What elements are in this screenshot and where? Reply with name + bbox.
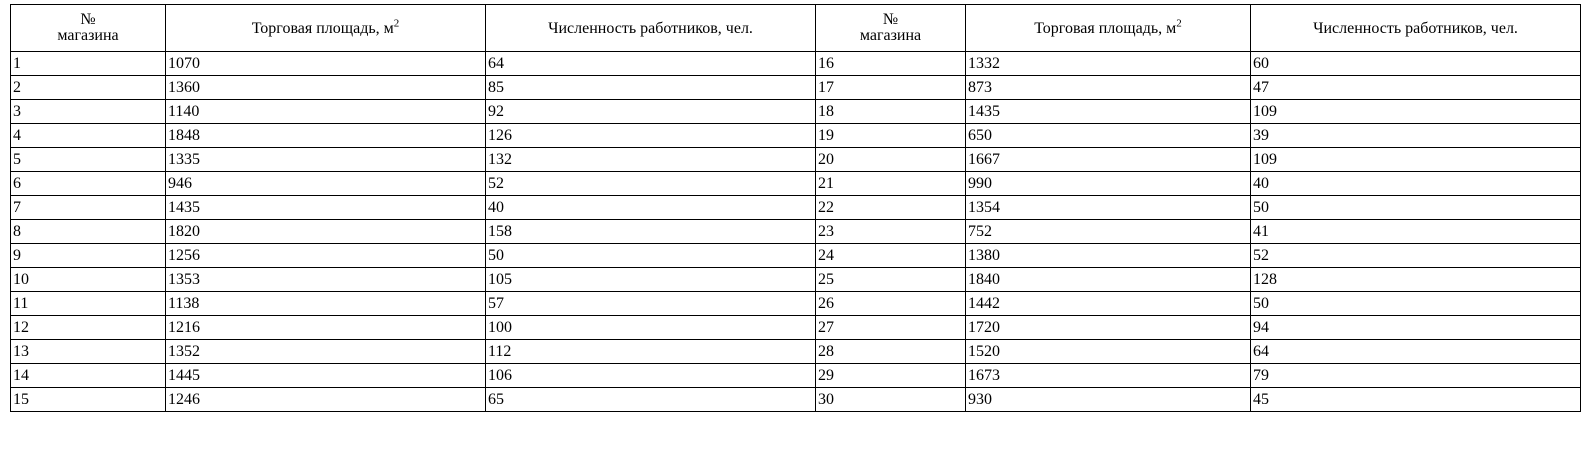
cell-employee-count-left: 106 [486, 364, 816, 388]
cell-trade-area-right: 1667 [966, 148, 1251, 172]
document-page [10, 4, 1580, 412]
cell-store-number-right: 22 [816, 196, 966, 220]
table-row [11, 388, 1581, 412]
cell-trade-area-right: 1435 [966, 100, 1251, 124]
cell-store-number-right: 16 [816, 52, 966, 76]
table-row [11, 52, 1581, 76]
cell-employee-count-right: 64 [1251, 340, 1581, 364]
cell-store-number-left: 14 [11, 364, 166, 388]
cell-trade-area-left: 1256 [166, 244, 486, 268]
cell-trade-area-left: 1335 [166, 148, 486, 172]
header-store-word: магазина [57, 27, 119, 44]
cell-store-number-left: 9 [11, 244, 166, 268]
cell-store-number-right: 20 [816, 148, 966, 172]
cell-trade-area-left: 1070 [166, 52, 486, 76]
cell-store-number-right: 30 [816, 388, 966, 412]
cell-trade-area-left: 1246 [166, 388, 486, 412]
table-body [11, 52, 1581, 412]
header-store-number-left [11, 5, 166, 52]
cell-store-number-left: 1 [11, 52, 166, 76]
cell-store-number-right: 27 [816, 316, 966, 340]
cell-trade-area-right: 1720 [966, 316, 1251, 340]
cell-store-number-left: 5 [11, 148, 166, 172]
header-number-symbol: № [80, 11, 96, 28]
table-row [11, 100, 1581, 124]
cell-trade-area-right: 650 [966, 124, 1251, 148]
cell-trade-area-right: 1380 [966, 244, 1251, 268]
cell-employee-count-left: 64 [486, 52, 816, 76]
cell-store-number-left: 11 [11, 292, 166, 316]
cell-store-number-left: 6 [11, 172, 166, 196]
cell-employee-count-right: 41 [1251, 220, 1581, 244]
cell-employee-count-right: 79 [1251, 364, 1581, 388]
cell-trade-area-left: 1140 [166, 100, 486, 124]
cell-employee-count-right: 40 [1251, 172, 1581, 196]
header-employees-label: Численность работников, чел. [548, 19, 753, 37]
table-row [11, 148, 1581, 172]
cell-store-number-right: 26 [816, 292, 966, 316]
cell-trade-area-right: 1354 [966, 196, 1251, 220]
cell-store-number-right: 24 [816, 244, 966, 268]
cell-employee-count-left: 57 [486, 292, 816, 316]
cell-employee-count-left: 92 [486, 100, 816, 124]
cell-store-number-left: 4 [11, 124, 166, 148]
cell-employee-count-right: 39 [1251, 124, 1581, 148]
header-employees-label: Численность работников, чел. [1313, 19, 1518, 37]
cell-employee-count-left: 100 [486, 316, 816, 340]
cell-trade-area-left: 1435 [166, 196, 486, 220]
cell-employee-count-left: 132 [486, 148, 816, 172]
cell-trade-area-right: 990 [966, 172, 1251, 196]
table-row [11, 244, 1581, 268]
cell-employee-count-right: 109 [1251, 100, 1581, 124]
table-row [11, 196, 1581, 220]
table-header-row [11, 5, 1581, 52]
cell-store-number-right: 21 [816, 172, 966, 196]
cell-employee-count-right: 128 [1251, 268, 1581, 292]
header-store-word: магазина [859, 27, 922, 44]
cell-employee-count-right: 50 [1251, 196, 1581, 220]
cell-store-number-right: 29 [816, 364, 966, 388]
cell-employee-count-left: 105 [486, 268, 816, 292]
header-area-superscript: 2 [393, 17, 400, 30]
cell-trade-area-right: 1520 [966, 340, 1251, 364]
cell-store-number-right: 28 [816, 340, 966, 364]
cell-employee-count-right: 109 [1251, 148, 1581, 172]
cell-employee-count-right: 52 [1251, 244, 1581, 268]
header-employees-left [486, 5, 816, 52]
cell-store-number-left: 13 [11, 340, 166, 364]
cell-employee-count-left: 50 [486, 244, 816, 268]
table-row [11, 268, 1581, 292]
table-row [11, 76, 1581, 100]
cell-employee-count-left: 52 [486, 172, 816, 196]
table-row [11, 172, 1581, 196]
cell-trade-area-right: 752 [966, 220, 1251, 244]
table-row [11, 124, 1581, 148]
cell-employee-count-left: 85 [486, 76, 816, 100]
cell-trade-area-left: 1820 [166, 220, 486, 244]
cell-trade-area-right: 1332 [966, 52, 1251, 76]
cell-store-number-left: 8 [11, 220, 166, 244]
header-employees-right [1251, 5, 1581, 52]
header-area-label: Торговая площадь, м [251, 19, 394, 37]
cell-trade-area-right: 1442 [966, 292, 1251, 316]
cell-trade-area-left: 1353 [166, 268, 486, 292]
cell-employee-count-left: 158 [486, 220, 816, 244]
table-row [11, 340, 1581, 364]
cell-employee-count-right: 94 [1251, 316, 1581, 340]
cell-store-number-right: 17 [816, 76, 966, 100]
cell-trade-area-right: 1840 [966, 268, 1251, 292]
cell-employee-count-right: 50 [1251, 292, 1581, 316]
stores-data-table [10, 4, 1581, 412]
header-number-symbol: № [882, 11, 899, 28]
cell-employee-count-left: 112 [486, 340, 816, 364]
table-row [11, 364, 1581, 388]
cell-store-number-left: 12 [11, 316, 166, 340]
cell-trade-area-right: 873 [966, 76, 1251, 100]
header-area-right [966, 5, 1251, 52]
cell-trade-area-left: 1352 [166, 340, 486, 364]
header-area-label: Торговая площадь, м [1034, 19, 1177, 37]
cell-store-number-right: 19 [816, 124, 966, 148]
cell-trade-area-right: 1673 [966, 364, 1251, 388]
cell-employee-count-right: 60 [1251, 52, 1581, 76]
table-row [11, 292, 1581, 316]
cell-trade-area-left: 1216 [166, 316, 486, 340]
cell-store-number-left: 7 [11, 196, 166, 220]
header-area-left [166, 5, 486, 52]
cell-store-number-right: 23 [816, 220, 966, 244]
cell-trade-area-left: 946 [166, 172, 486, 196]
cell-store-number-right: 25 [816, 268, 966, 292]
cell-store-number-left: 15 [11, 388, 166, 412]
cell-trade-area-right: 930 [966, 388, 1251, 412]
cell-trade-area-left: 1360 [166, 76, 486, 100]
cell-store-number-left: 3 [11, 100, 166, 124]
cell-store-number-right: 18 [816, 100, 966, 124]
cell-employee-count-left: 40 [486, 196, 816, 220]
table-row [11, 220, 1581, 244]
table-row [11, 316, 1581, 340]
header-store-number-right [816, 5, 966, 52]
cell-trade-area-left: 1848 [166, 124, 486, 148]
cell-trade-area-left: 1445 [166, 364, 486, 388]
cell-employee-count-right: 47 [1251, 76, 1581, 100]
cell-store-number-left: 2 [11, 76, 166, 100]
cell-employee-count-right: 45 [1251, 388, 1581, 412]
cell-trade-area-left: 1138 [166, 292, 486, 316]
cell-store-number-left: 10 [11, 268, 166, 292]
header-area-superscript: 2 [1176, 17, 1182, 30]
cell-employee-count-left: 65 [486, 388, 816, 412]
cell-employee-count-left: 126 [486, 124, 816, 148]
